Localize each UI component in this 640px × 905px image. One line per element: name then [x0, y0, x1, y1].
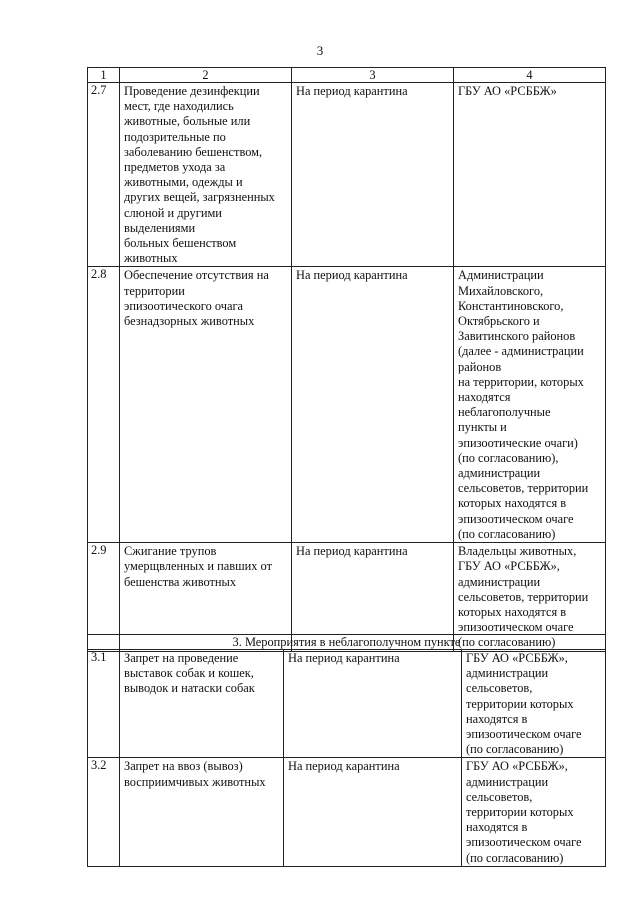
responsible-cell: Владельцы животных, ГБУ АО «РСББЖ», администрации сельсоветов, территории которых находятся в эпизоотическом очаге (по согласованию)	[454, 543, 606, 651]
table-row	[88, 650, 606, 758]
responsible-cell: ГБУ АО «РСББЖ», администрации сельсоветов, территории которых находятся в эпизоотическом очаге (по согласованию)	[462, 758, 606, 866]
table-header-row	[88, 68, 606, 83]
row-number: 2.9	[88, 543, 120, 651]
period-cell: На период карантина	[284, 758, 462, 866]
period-cell: На период карантина	[292, 83, 454, 267]
responsible-cell: ГБУ АО «РСББЖ»	[454, 83, 606, 267]
measure-cell: Обеспечение отсутствия на территории эпизоотического очага безнадзорных животных	[120, 267, 292, 543]
measure-cell: Запрет на ввоз (вывоз) восприимчивых животных	[120, 758, 284, 866]
measure-cell: Запрет на проведение выставок собак и кошек, выводок и натаски собак	[120, 650, 284, 758]
measures-table	[87, 67, 606, 652]
header-cell: 2	[120, 68, 292, 83]
row-number: 3.2	[88, 758, 120, 866]
header-cell: 1	[88, 68, 120, 83]
page-number: 3	[316, 43, 324, 58]
measure-cell: Сжигание трупов умерщвленных и павших от бешенства животных	[120, 543, 292, 651]
header-cell: 4	[454, 68, 606, 83]
measure-cell: Проведение дезинфекции мест, где находились животные, больные или подозрительные по заболеванию бешенством, предметов ухода за животными, одежды и других вещей, загрязненных слюной и другими выделениями больных бешенством животных	[120, 83, 292, 267]
table-row	[88, 758, 606, 866]
header-cell: 3	[292, 68, 454, 83]
section-header-row	[88, 635, 606, 650]
section-title: 3. Мероприятия в неблагополучном пункте	[88, 635, 606, 650]
table-row	[88, 267, 606, 543]
responsible-cell: Администрации Михайловского, Константиновского, Октябрьского и Завитинского районов (далее - администрации районов на территории, которых находятся неблагополучные пункты и эпизоотические очаги) (по согласованию), администрации сельсоветов, территории которых находятся в эпизоотическом очаге (по согласованию)	[454, 267, 606, 543]
responsible-cell: ГБУ АО «РСББЖ», администрации сельсоветов, территории которых находятся в эпизоотическом очаге (по согласованию)	[462, 650, 606, 758]
row-number: 3.1	[88, 650, 120, 758]
period-cell: На период карантина	[292, 543, 454, 651]
row-number: 2.8	[88, 267, 120, 543]
period-cell: На период карантина	[284, 650, 462, 758]
period-cell: На период карантина	[292, 267, 454, 543]
row-number: 2.7	[88, 83, 120, 267]
table-row	[88, 83, 606, 267]
measures-table-continued	[87, 634, 606, 867]
